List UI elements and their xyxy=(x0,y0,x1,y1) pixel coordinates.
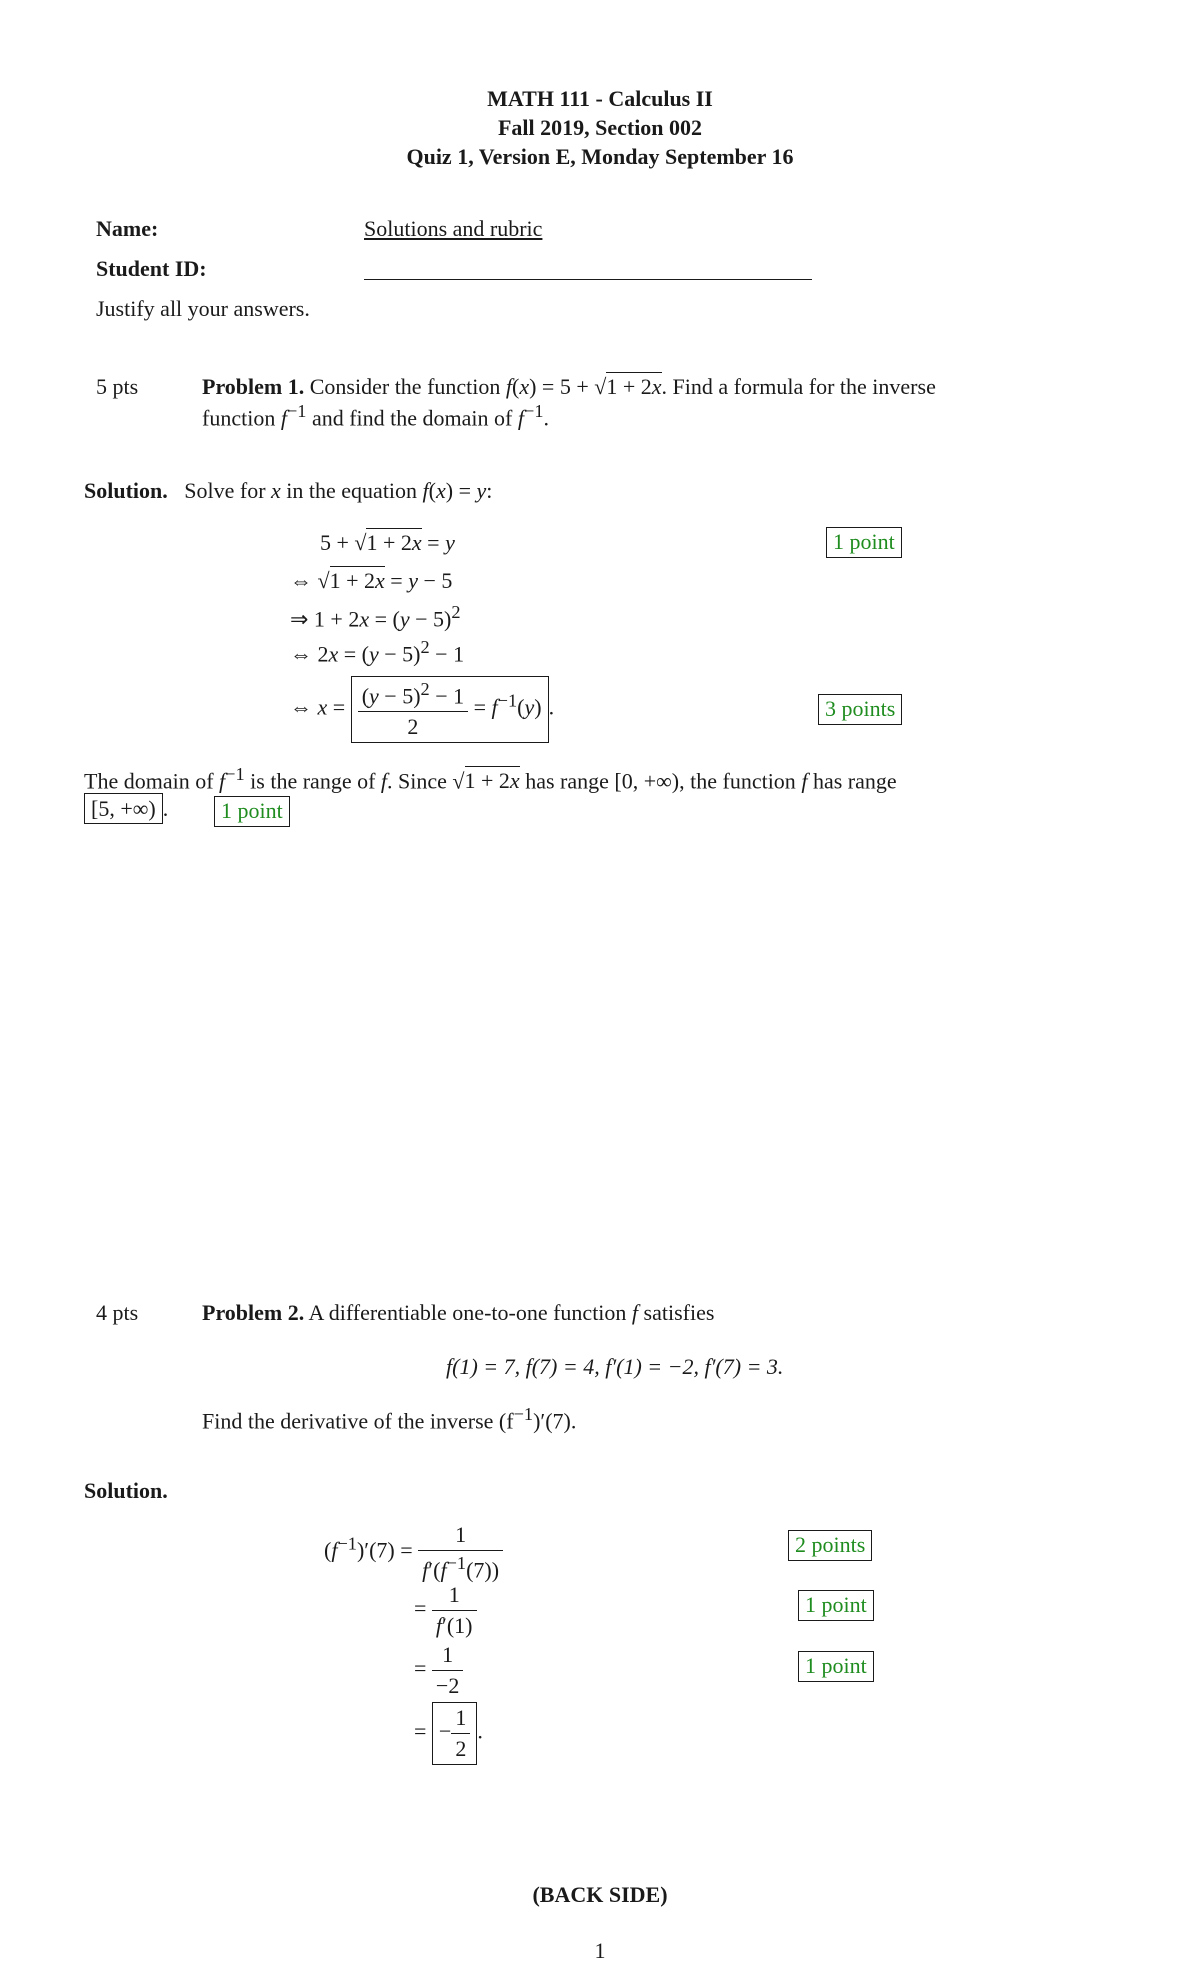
p1-eq-5: ⇔ x = $\frac{(y - 5)^2 - 1}{2}$ = $f^{-1}(y)$. xyxy=(290,676,554,743)
problem1-label: Problem 1. xyxy=(202,374,305,399)
p1-rubric-3: 1 point xyxy=(214,796,290,827)
p2-rubric-3: 1 point xyxy=(798,1651,874,1682)
p2-eq-3: = $\frac{1}{-2}$ xyxy=(414,1642,463,1699)
problem1-solution-label: Solution. xyxy=(84,478,168,503)
p2-eq-4: = − $\frac{1}{2}$ . xyxy=(414,1702,483,1765)
name-label: Name: xyxy=(96,216,159,241)
p1-eq-4: ⇔ $2x = (y - 5)^2 - 1$ xyxy=(290,637,465,667)
course-title: MATH 111 - Calculus II xyxy=(487,86,713,111)
p1-domain-line2: [5, +∞) . xyxy=(84,796,168,822)
p2-eq-2: = $\frac{1}{f'(1)}$ xyxy=(414,1582,477,1639)
name-value: Solutions and rubric xyxy=(364,216,543,241)
problem1-points: 5 pts xyxy=(96,374,139,399)
term-title: Fall 2019, Section 002 xyxy=(497,115,703,140)
p2-rubric-2: 1 point xyxy=(798,1590,874,1621)
p1-domain-answer: [5, +∞) xyxy=(84,793,163,824)
problem2-solution-label: Solution. xyxy=(84,1478,168,1503)
instruction: Justify all your answers. xyxy=(96,296,310,321)
student-id-label: Student ID: xyxy=(96,256,207,281)
p1-rubric-1: 1 point xyxy=(826,527,902,558)
p1-eq-3: ⇒ $1 + 2x = (y - 5)^2$ xyxy=(290,602,461,632)
back-side-label: (BACK SIDE) xyxy=(532,1882,668,1907)
p1-eq-1: 5 + √1 + 2x = y xyxy=(320,530,455,555)
p2-eq-1: $(f^{-1})'(7)$ = $\frac{1}{f'(f^{-1}(7))}$ xyxy=(324,1522,503,1583)
p1-domain-line1: The domain of $f^{-1}$ is the range of f. Since √1 + 2x has range [0, +∞), the function f has range xyxy=(84,764,897,794)
p1-eq-2: ⇔ √1 + 2x = y − 5 xyxy=(290,568,453,593)
problem2-points: 4 pts xyxy=(96,1300,139,1325)
problem1-text-a: Consider the function xyxy=(309,374,501,399)
problem2-label: Problem 2. xyxy=(202,1300,305,1325)
p1-rubric-2: 3 points xyxy=(818,694,902,725)
page-number: 1 xyxy=(594,1938,606,1963)
problem2-question: Find the derivative of the inverse $(f^{-1})'(7)$. xyxy=(202,1404,577,1434)
p2-rubric-1: 2 points xyxy=(788,1530,872,1561)
quiz-title: Quiz 1, Version E, Monday September 16 xyxy=(406,144,794,169)
problem1-statement-line2: function $f^{-1}$ and find the domain of $f^{-1}$. xyxy=(202,401,550,431)
student-id-line xyxy=(364,279,812,280)
p1-inverse-answer-box: $\frac{(y - 5)^2 - 1}{2}$ = $f^{-1}(y)$ xyxy=(351,676,549,743)
problem1-text-b: . Find a formula for the inverse xyxy=(661,374,936,399)
problem1-solution-intro: Solution. Solve for x in the equation f(x) = y: xyxy=(84,478,493,503)
problem2-statement: Problem 2. A differentiable one-to-one function f satisfies xyxy=(202,1300,715,1325)
problem1-statement-line1: Problem 1. Consider the function f(x) = 5 + √1 + 2x. Find a formula for the inverse xyxy=(202,374,936,399)
problem2-given: f(1) = 7, f(7) = 4, f′(1) = −2, f′(7) = 3. xyxy=(446,1354,784,1379)
p2-answer-box: − $\frac{1}{2}$ xyxy=(432,1702,477,1765)
